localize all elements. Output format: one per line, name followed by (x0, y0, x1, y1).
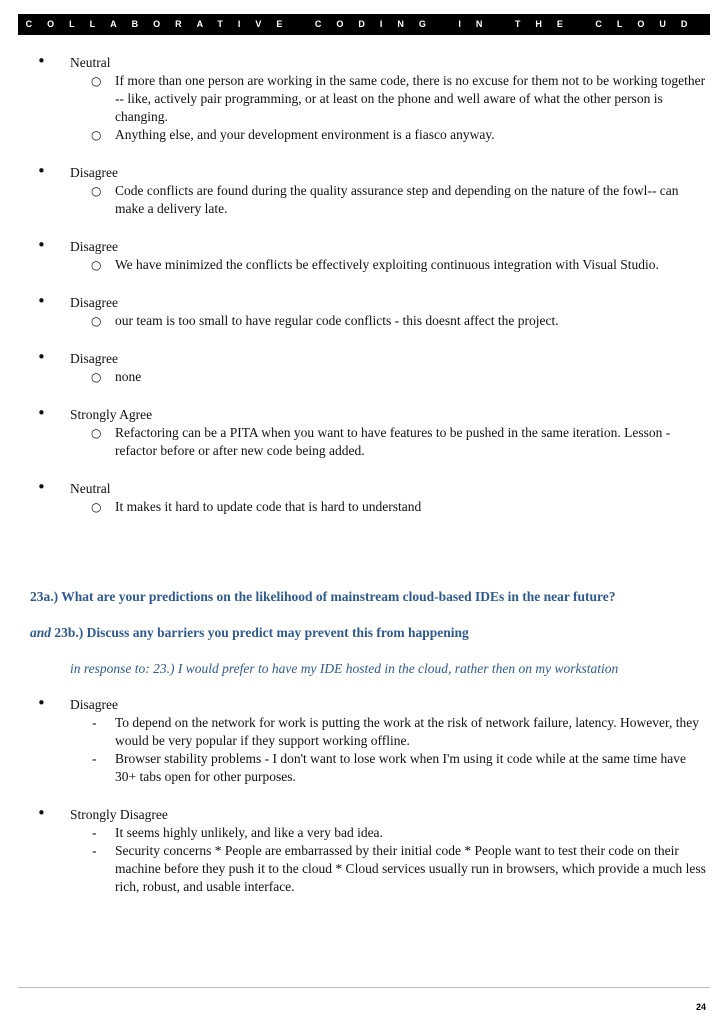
comment-item (91, 126, 707, 144)
hollow-bullet-icon: ○ (91, 128, 102, 142)
comment-text: Anything else, and your development environment is a fiasco anyway. (115, 127, 495, 142)
response-item (0, 350, 728, 386)
bullet-icon: • (37, 292, 46, 310)
comment-text: none (115, 369, 142, 384)
comment-list (0, 312, 728, 330)
comment-list (0, 824, 728, 896)
bullet-icon: • (37, 404, 46, 422)
bullet-icon: • (37, 694, 46, 712)
hollow-bullet-icon: ○ (91, 500, 102, 514)
question-23b-text: 23b.) Discuss any barriers you predict may prevent this from happening (54, 625, 469, 640)
comment-item (92, 842, 707, 896)
bullet-icon: • (37, 52, 46, 70)
comment-item (91, 498, 707, 516)
response-item (0, 238, 728, 274)
response-rating: Neutral (70, 481, 111, 496)
response-rating: Strongly Agree (70, 407, 153, 422)
dash-bullet-icon: - (92, 751, 97, 766)
comment-item (91, 182, 707, 218)
comment-item (91, 72, 707, 126)
comment-text: our team is too small to have regular code conflicts - this doesnt affect the project. (115, 313, 559, 328)
comment-text: To depend on the network for work is putting the work at the risk of network failure, latency. However, they would be very popular if they support working offline. (115, 715, 699, 748)
responses-section-b (0, 696, 728, 896)
comment-text: Security concerns * People are embarrassed by their initial code * People want to test their code on their machine before they push it to the cloud * Cloud services usually run in browsers, which provide a much less rich, robust, and usable interface. (115, 843, 706, 894)
comment-text: Browser stability problems - I don't want to lose work when I'm using it code while at the same time have 30+ tabs open for other purposes. (115, 751, 686, 784)
comment-item (92, 750, 707, 786)
response-item (0, 406, 728, 460)
hollow-bullet-icon: ○ (91, 258, 102, 272)
dash-bullet-icon: - (92, 825, 97, 840)
comment-list (0, 72, 728, 144)
comment-list (0, 714, 728, 786)
question-23b (30, 624, 720, 642)
hollow-bullet-icon: ○ (91, 370, 102, 384)
response-item (0, 164, 728, 218)
response-rating: Disagree (70, 697, 118, 712)
response-item (0, 696, 728, 786)
hollow-bullet-icon: ○ (91, 74, 102, 88)
response-item (0, 294, 728, 330)
footer-rule (18, 987, 710, 988)
bullet-icon: • (37, 236, 46, 254)
bullet-icon: • (37, 348, 46, 366)
dash-bullet-icon: - (92, 843, 97, 858)
comment-item (92, 824, 707, 842)
response-rating: Disagree (70, 165, 118, 180)
comment-item (91, 424, 707, 460)
bullet-icon: • (37, 804, 46, 822)
bullet-icon: • (37, 478, 46, 496)
comment-text: It makes it hard to update code that is hard to understand (115, 499, 422, 514)
response-rating: Strongly Disagree (70, 807, 168, 822)
response-item (0, 480, 728, 516)
question-23b-connector: and (30, 625, 52, 640)
comment-list (0, 256, 728, 274)
comment-list (0, 182, 728, 218)
bullet-icon: • (37, 162, 46, 180)
response-rating: Neutral (70, 55, 111, 70)
question-23a: 23a.) What are your predictions on the likelihood of mainstream cloud-based IDEs in the near future? (30, 589, 616, 604)
response-rating: Disagree (70, 295, 118, 310)
responses-section-a (0, 54, 728, 516)
hollow-bullet-icon: ○ (91, 184, 102, 198)
comment-list (0, 368, 728, 386)
in-response-note: in response to: 23.) I would prefer to have my IDE hosted in the cloud, rather then on my workstation (70, 661, 619, 676)
comment-item (91, 256, 707, 274)
hollow-bullet-icon: ○ (91, 426, 102, 440)
dash-bullet-icon: - (92, 715, 97, 730)
header-title: COLLABORATIVE CODING IN THE CLOUD (25, 19, 703, 29)
comment-text: If more than one person are working in the same code, there is no excuse for them not to be working together -- like, actively pair programming, or at least on the phone and well aware of what the other person is changing. (115, 73, 706, 124)
comment-text: We have minimized the conflicts be effectively exploiting continuous integration with Visual Studio. (115, 257, 659, 272)
comment-item (92, 714, 707, 750)
hollow-bullet-icon: ○ (91, 314, 102, 328)
response-rating: Disagree (70, 239, 118, 254)
comment-item (91, 312, 707, 330)
comment-text: Refactoring can be a PITA when you want to have features to be pushed in the same iteration. Lesson - refactor before or after new code being added. (115, 425, 671, 458)
response-rating: Disagree (70, 351, 118, 366)
comment-text: Code conflicts are found during the quality assurance step and depending on the nature of the fowl-- can make a delivery late. (115, 183, 679, 216)
page-number: 24 (695, 1002, 706, 1012)
comment-item (91, 368, 707, 386)
comment-list (0, 424, 728, 460)
comment-list (0, 498, 728, 516)
response-item (0, 806, 728, 896)
comment-text: It seems highly unlikely, and like a very bad idea. (115, 825, 383, 840)
response-item (0, 54, 728, 144)
